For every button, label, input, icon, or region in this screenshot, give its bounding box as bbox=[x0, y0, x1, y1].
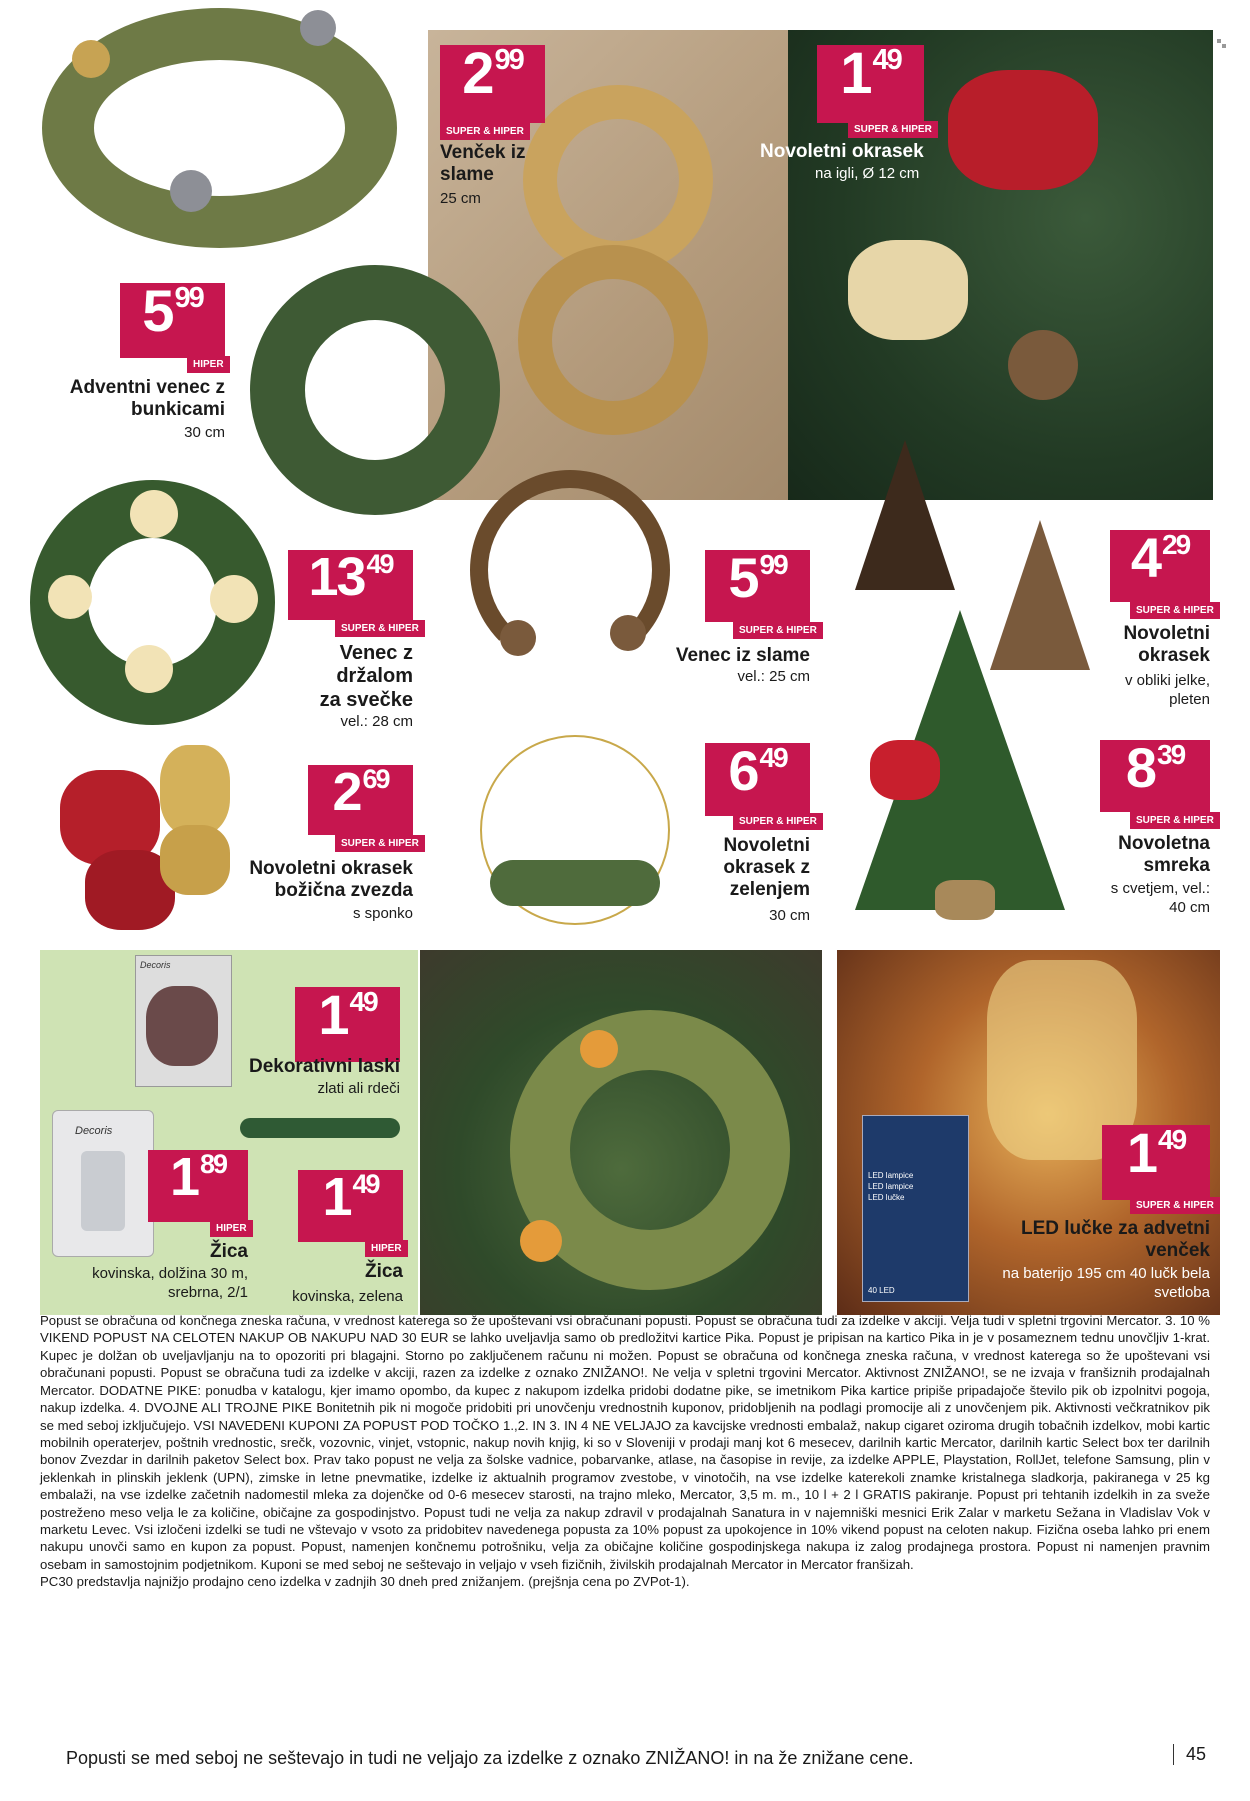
store-badge: HIPER bbox=[210, 1220, 253, 1237]
product-desc: v obliki jelke, pleten bbox=[1124, 672, 1210, 708]
strands-brand: Decoris bbox=[140, 960, 171, 970]
store-badge: SUPER & HIPER bbox=[848, 121, 938, 138]
led-box-count: 40 LED bbox=[868, 1286, 895, 1295]
product-name: Venec z držalom za svečke bbox=[319, 642, 413, 711]
store-badge: SUPER & HIPER bbox=[733, 622, 823, 639]
product-name: Žica bbox=[209, 1241, 248, 1262]
product-desc: na igli, Ø 12 cm bbox=[815, 165, 920, 182]
product-name: Venček iz slame bbox=[440, 142, 526, 186]
price-tag: 8 39 bbox=[1100, 740, 1210, 812]
store-badge: SUPER & HIPER bbox=[1130, 812, 1220, 829]
footer-note: Popusti se med seboj ne seštevajo in tudi ne veljajo za izdelke z oznako ZNIŽANO! in na že znižane cene. bbox=[66, 1748, 914, 1768]
wire-brand: Decoris bbox=[75, 1125, 113, 1137]
page-number: 45 bbox=[1173, 1744, 1206, 1765]
product-name: Novoletni okrasek božična zvezda bbox=[249, 858, 413, 902]
price-tag: 2 69 bbox=[308, 765, 413, 835]
pinecone-wreath-image bbox=[250, 265, 500, 515]
product-name: Novoletna smreka bbox=[1118, 833, 1210, 877]
store-badge: SUPER & HIPER bbox=[1130, 602, 1220, 619]
price-tag: 2 99 bbox=[440, 45, 545, 123]
product-name: Dekorativni laski bbox=[248, 1056, 400, 1077]
tree-ornament-image bbox=[855, 440, 955, 590]
legal-text: Popust se obračuna od končnega zneska računa, v vrednost katerega so že upoštevani vsi obračunani popusti. Popust se obračuna tudi za izdelke v akciji. Velja tudi v spletni trgovini Mercator. 3. 10 % VIKEND POPUST NA CELOTEN NAKUP OB NAKUPU NAD 30 EUR se lahko uveljavlja samo ob predložitvi kartice Pika. Popust je pripisan na kartico Pika in je v posameznem tednu unovčljiv 1-krat. Kupec je dolžan ob uveljavljanju na to opozoriti pri blagajni. Storno po zaključenem računu ni možen. Popust se obračuna od končnega zneska računa, v vrednost katerega so že upoštevani vsi obračunani popusti. Popust se obračuna tudi za izdelke v akciji, razen za izdelke z oznako ZNIŽANO!. Ne velja v spletni trgovini Mercator. Aktivnost ZNIŽANO!, se ne izvaja v franšiznih prodajalnah Mercator. DODATNE PIKE: ponudba v katalogu, kjer imamo opombo, da kupec z nakupom izdelka pridobi dodatne pike, se imetnikom Pika kartice pripiše pripadajoče število pik ob izpolnitvi pogoja, nakup izdelka. 4. DVOJNE ALI TROJNE PIKE Bonitetnih pik ni mogoče pridobiti pri unovčenju vrednostnih kuponov, pridobljenih na podlagi promocije ali z unovčenjem pik. Aktivnosti večkratnikov pik se med seboj izključujejo. VSI NAVEDENI KUPONI ZA POPUST POD TOČKO 1.,2. IN 3. IN 4 NE VELJAJO za kavcijske vrednosti embalaž, nakup cigaret oziroma drugih tobačnih izdelkov, mobi kartic mobilnih operaterjev, poštnih vrednostic, srečk, vozovnic, vinjet, vstopnic, nakup novih knjig, ki so v Sloveniji v prodaji manj kot 6 mesecev, darilnih kartic Mercator, darilnih kartic Select box ter darilnih bonov Zvezdar in darilnih paketov Select box. Prav tako popust ne velja za šolske vadnice, pobarvanke, atlase, na časopise in revije, za izdelke APPLE, Playstation, RollJet, telefone Samsung, plin v jeklenkah in plinskih jeklenk (UPN), zimske in letne pnevmatike, izdelke iz aktualnih programov zvestobe, v vinotočih, na vse izdelke katerekoli znamke kristalnega sladkorja, pakiranega v 25 kg embalaži, na vse izdelke začetnih nadomestil mleka za dojenčke od 0-6 mesecev starosti, na trajno mleko, Mercator, 3,5 m. m., 10 l + 2 l GRATIS pakiranje. Popust pri tehtanih izdelkih in za sveže postreženo meso velja le za količine, običajne za gospodinjstvo. Popust tudi ne velja za nakup zdravil v prodajalnah Sanatura in v najemniški mesnici Erik Zalar v marketu Sežana in Vladislav Vok v marketu Levec. Vsi izločeni izdelki se tudi ne vštevajo v vsoto za pridobitev navedenega popusta za 10% popust za upokojence in 10% vikend popust na celoten nakup. Fizična oseba lahko pri enem nakupu unovči samo en kupon za popust. Popust, namenjen končnemu potrošniku, velja za običajne količine gospodinjskega nakupa iz zalog prodajnega prostora. Popust ni namenjen pravnim osebam in samostojnim podjetnikom. Kuponi se med seboj ne seštevajo in veljajo v vseh fizičnih, živilskih prodajalnah Mercator in Mercator franšizah. bbox=[40, 1313, 1210, 1572]
product-desc: na baterijo 195 cm 40 lučk bela svetloba bbox=[1002, 1265, 1210, 1301]
led-box-line-1: LED lampice bbox=[868, 1171, 914, 1180]
store-badge: SUPER & HIPER bbox=[1130, 1197, 1220, 1214]
product-desc: zlati ali rdeči bbox=[317, 1080, 400, 1097]
price-tag: 1 49 bbox=[817, 45, 924, 123]
product-desc: kovinska, dolžina 30 m, srebrna, 2/1 bbox=[92, 1265, 248, 1301]
product-name: Žica bbox=[364, 1261, 403, 1282]
price-tag: 1 49 bbox=[295, 987, 400, 1062]
legal-notice bbox=[40, 1312, 1210, 1591]
product-desc: s sponko bbox=[352, 905, 413, 922]
product-name: Novoletni okrasek bbox=[1123, 623, 1210, 667]
product-desc: 25 cm bbox=[440, 190, 481, 207]
wreath-making-photo bbox=[420, 950, 822, 1315]
price-tag: 6 49 bbox=[705, 743, 810, 816]
product-desc: 30 cm bbox=[769, 907, 810, 924]
product-name: LED lučke za advetni venček bbox=[1020, 1218, 1210, 1262]
product-desc: kovinska, zelena bbox=[292, 1288, 403, 1305]
product-desc: vel.: 25 cm bbox=[737, 668, 810, 685]
price-tag: 4 29 bbox=[1110, 530, 1210, 602]
product-desc: 30 cm bbox=[184, 424, 225, 441]
product-name: Venec iz slame bbox=[675, 645, 810, 666]
store-badge: HIPER bbox=[187, 356, 230, 373]
product-name: Novoletni okrasek bbox=[760, 141, 924, 162]
price-tag: 1 49 bbox=[298, 1170, 403, 1242]
price-tag: 5 99 bbox=[120, 283, 225, 358]
store-badge: HIPER bbox=[365, 1240, 408, 1257]
product-desc: s cvetjem, vel.: 40 cm bbox=[1110, 880, 1210, 916]
product-desc: vel.: 28 cm bbox=[340, 713, 413, 730]
led-box-line-3: LED lučke bbox=[868, 1193, 905, 1202]
price-tag: 5 99 bbox=[705, 550, 810, 622]
price-tag: 13 49 bbox=[288, 550, 413, 620]
led-box-line-2: LED lampice bbox=[868, 1182, 914, 1191]
store-badge: SUPER & HIPER bbox=[335, 835, 425, 852]
corner-mark-icon bbox=[1217, 35, 1226, 44]
product-name: Novoletni okrasek z zelenjem bbox=[723, 835, 810, 901]
store-badge: SUPER & HIPER bbox=[335, 620, 425, 637]
product-name: Adventni venec z bunkicami bbox=[69, 377, 225, 421]
store-badge: SUPER & HIPER bbox=[733, 813, 823, 830]
price-tag: 1 49 bbox=[1102, 1125, 1210, 1200]
store-badge: SUPER & HIPER bbox=[440, 123, 530, 140]
legal-pc30: PC30 predstavlja najnižjo prodajno ceno izdelka v zadnjih 30 dneh pred znižanjem. (prejšnja cena po ZVPot-1). bbox=[40, 1574, 690, 1590]
price-tag: 1 89 bbox=[148, 1150, 248, 1222]
